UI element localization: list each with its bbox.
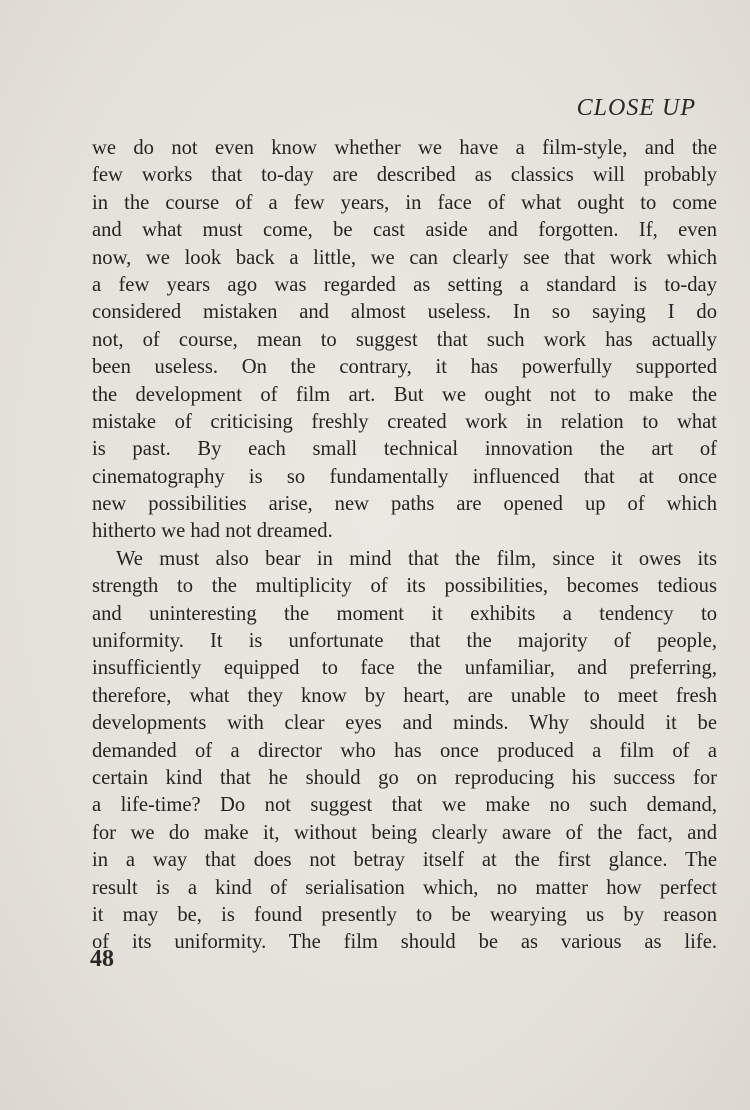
text-line: result is a kind of serialisation which, no matter how perfect	[92, 876, 717, 899]
text-line: not, of course, mean to suggest that such work has actually	[92, 328, 717, 351]
text-line: hitherto we had not dreamed.	[92, 520, 333, 543]
running-head: CLOSE UP	[576, 95, 696, 121]
text-line: in a way that does not betray itself at the first glance. The	[92, 849, 717, 872]
text-line: therefore, what they know by heart, are unable to meet fresh	[92, 684, 717, 707]
text-line: uniformity. It is unfortunate that the majority of people,	[92, 630, 717, 653]
text-line: a life-time? Do not suggest that we make no such demand,	[92, 794, 717, 817]
text-line: and what must come, be cast aside and forgotten. If, even	[92, 219, 717, 242]
body-text	[92, 135, 717, 957]
text-line: new possibilities arise, new paths are opened up of which	[92, 493, 717, 516]
text-line: cinematography is so fundamentally influenced that at once	[92, 465, 717, 488]
text-line: we do not even know whether we have a film-style, and the	[92, 137, 717, 159]
text-line: and uninteresting the moment it exhibits a tendency to	[92, 602, 717, 625]
text-line: strength to the multiplicity of its possibilities, becomes tedious	[92, 575, 717, 598]
text-line: developments with clear eyes and minds. Why should it be	[92, 712, 717, 735]
text-line: for we do make it, without being clearly aware of the fact, and	[92, 821, 717, 844]
text-line: the development of film art. But we ought not to make the	[92, 383, 717, 406]
text-line: of its uniformity. The film should be as various as life.	[92, 931, 717, 954]
text-line: We must also bear in mind that the film, since it owes its	[116, 547, 717, 570]
text-line: is past. By each small technical innovation the art of	[92, 438, 717, 461]
paragraph-1	[92, 135, 717, 546]
text-line: now, we look back a little, we can clearly see that work which	[92, 246, 717, 269]
text-line: been useless. On the contrary, it has powerfully supported	[92, 356, 717, 379]
text-line: insufficiently equipped to face the unfamiliar, and preferring,	[92, 657, 717, 680]
text-line: a few years ago was regarded as setting a standard is to-day	[92, 273, 717, 296]
text-line: certain kind that he should go on reproducing his success for	[92, 766, 717, 789]
paragraph-2	[92, 546, 717, 957]
text-line: in the course of a few years, in face of what ought to come	[92, 191, 717, 214]
text-line: demanded of a director who has once produced a film of a	[92, 739, 717, 762]
text-line: considered mistaken and almost useless. In so saying I do	[92, 301, 717, 324]
text-line: few works that to-day are described as classics will probably	[92, 164, 717, 187]
text-line: mistake of criticising freshly created work in relation to what	[92, 410, 717, 433]
text-line: it may be, is found presently to be wearying us by reason	[92, 903, 717, 926]
page-number: 48	[90, 946, 114, 972]
